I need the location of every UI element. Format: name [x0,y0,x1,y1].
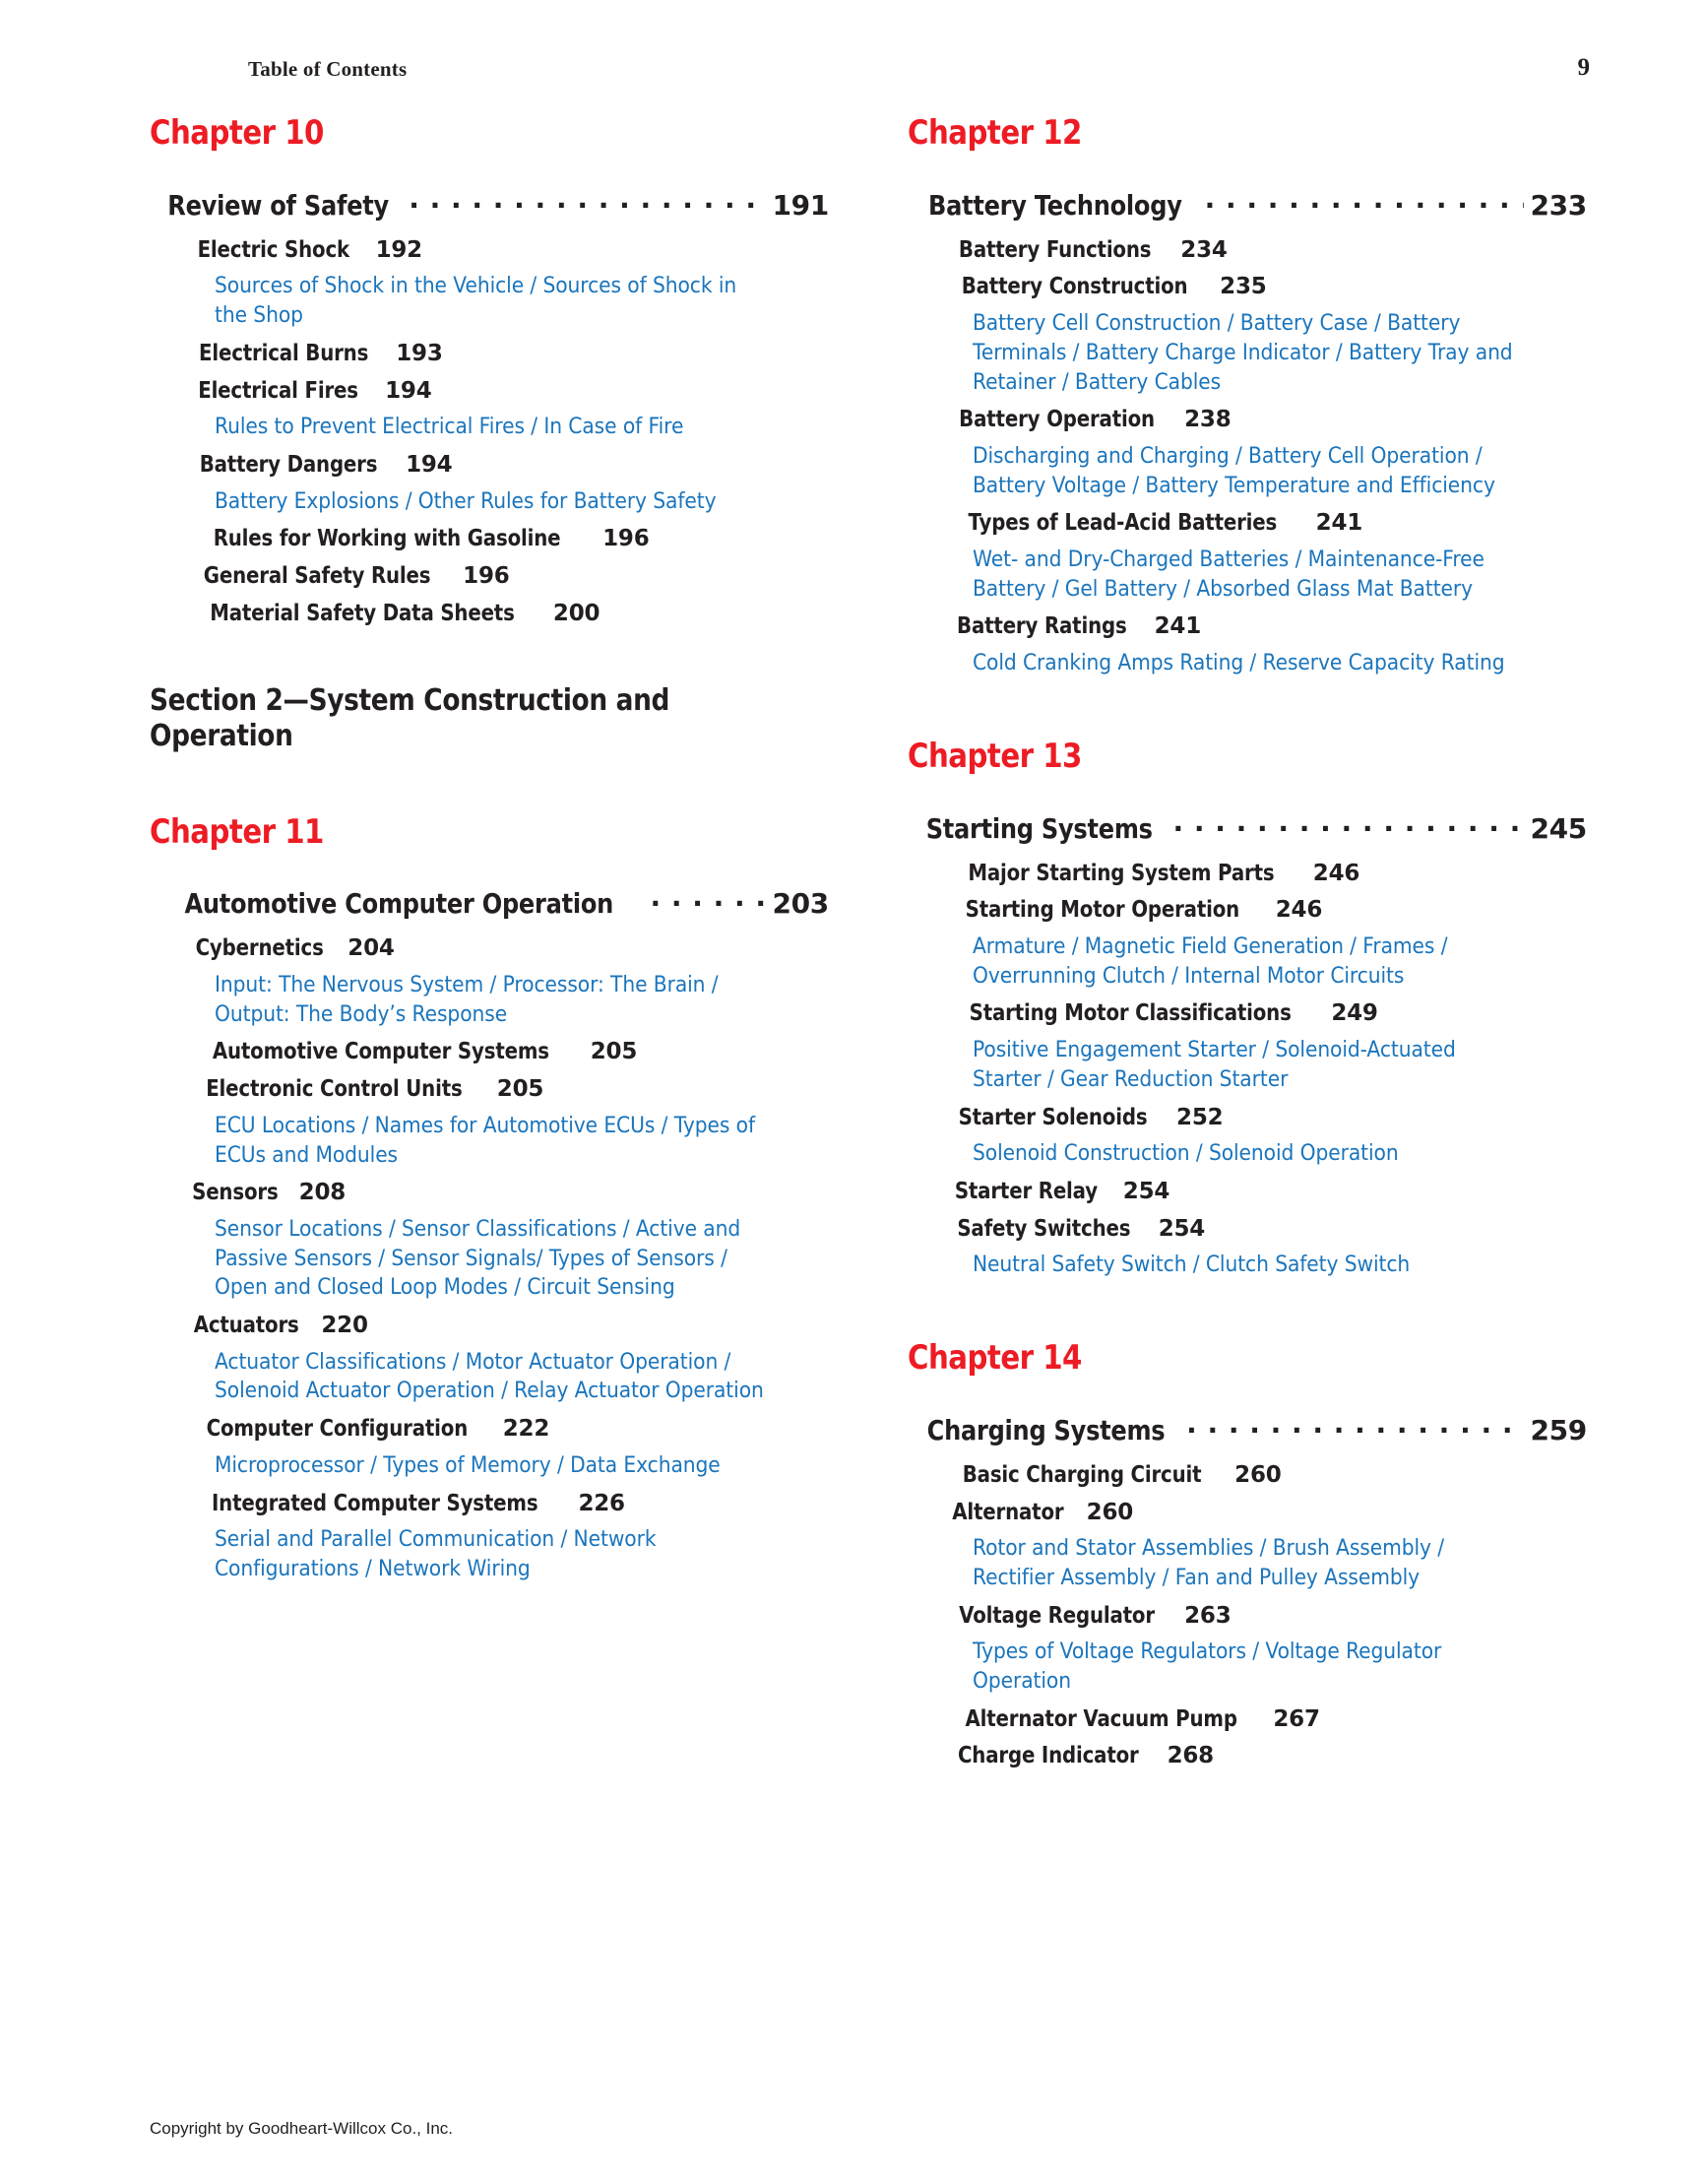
toc-entry-page: 194 [385,377,432,404]
toc-subtopics: Solenoid Construction / Solenoid Operation [973,1140,1399,1167]
toc-entry[interactable] [943,611,1587,643]
chapter-title-row-14[interactable] [908,1412,1587,1446]
chapter-title-12: Battery Technology [927,188,1182,222]
toc-entry-name: Sensors [192,1180,279,1206]
toc-entry[interactable] [185,599,829,630]
toc-entry-name: Alternator [952,1499,1064,1525]
dot-leader [1172,810,1524,838]
chapter-block-13 [908,736,1587,1280]
toc-entry[interactable] [943,1460,1587,1492]
toc-entry-name: Battery Functions [958,236,1152,263]
toc-entry[interactable] [185,339,829,370]
toc-entry-name: Integrated Computer Systems [211,1490,538,1516]
toc-entry-page: 204 [348,935,395,962]
chapter-block-10 [150,113,829,630]
toc-entry[interactable] [943,1704,1587,1736]
toc-entry-name: Electric Shock [197,236,349,263]
chapter-title-10: Review of Safety [167,188,389,222]
toc-entry-page: 260 [1086,1499,1134,1525]
chapter-page-10: 191 [772,188,829,222]
toc-entry-page: 238 [1184,407,1232,433]
toc-subtopics: Armature / Magnetic Field Generation / Frames / Overrunning Clutch / Internal Motor Circuits [973,933,1448,989]
chapter-block-12 [908,113,1587,678]
toc-entry[interactable] [185,1489,829,1520]
toc-subtopics: Actuator Classifications / Motor Actuator Operation / Solenoid Actuator Operation / Relay Actuator Operation [215,1348,764,1404]
chapter-title-11: Automotive Computer Operation [184,887,614,921]
chapter-title-row-11[interactable] [150,885,829,920]
toc-entry[interactable] [185,561,829,593]
toc-entry-page: 226 [578,1490,625,1516]
toc-entry[interactable] [943,895,1587,927]
chapter-page-13: 245 [1530,811,1587,845]
running-head: Table of Contents [248,57,408,81]
chapter-title-13: Starting Systems [925,811,1153,845]
toc-subtopics: Battery Cell Construction / Battery Case / Battery Terminals / Battery Charge Indicator / Battery Tray and Retainer / Battery Cables [973,310,1513,395]
toc-entry-page: 268 [1167,1743,1214,1769]
toc-entry[interactable] [185,933,829,965]
toc-entry[interactable] [943,1177,1587,1208]
chapter-label-14: Chapter 14 [908,1338,1082,1379]
chapter-label-12: Chapter 12 [908,113,1082,153]
toc-subtopics: Neutral Safety Switch / Clutch Safety Switch [973,1252,1411,1278]
toc-entry[interactable] [185,1037,829,1068]
toc-entry[interactable] [943,998,1587,1030]
toc-entry-page: 246 [1312,860,1360,886]
toc-entry-name: General Safety Rules [203,563,431,590]
toc-entry[interactable] [185,1311,829,1342]
toc-entry-name: Major Starting System Parts [968,860,1275,886]
toc-entry[interactable] [943,272,1587,303]
chapter-label-10: Chapter 10 [150,113,324,153]
toc-entry-page: 222 [502,1416,550,1443]
toc-entry[interactable] [943,1741,1587,1772]
toc-entry[interactable] [185,450,829,482]
toc-entry-page: 254 [1158,1215,1206,1242]
toc-entry-name: Battery Dangers [199,451,378,478]
toc-entry-name: Material Safety Data Sheets [210,600,515,626]
toc-entry-page: 220 [321,1313,368,1339]
toc-entry[interactable] [943,1498,1587,1529]
chapter-title-14: Charging Systems [926,1413,1166,1446]
toc-entry-name: Types of Lead-Acid Batteries [968,510,1278,537]
toc-entry-name: Starting Motor Classifications [969,1000,1292,1027]
toc-subtopics: Cold Cranking Amps Rating / Reserve Capacity Rating [973,650,1505,676]
toc-entry[interactable] [185,1414,829,1445]
toc-entry-name: Battery Ratings [957,613,1127,640]
toc-entry-page: 205 [590,1039,638,1065]
toc-subtopics: Sensor Locations / Sensor Classifications / Active and Passive Sensors / Sensor Signals/ Types of Sensors / Open and Closed Loop Modes / Circuit Sensing [215,1215,741,1301]
toc-entry-page: 260 [1234,1461,1282,1488]
toc-entry-name: Starter Solenoids [958,1104,1148,1130]
toc-entry-name: Starting Motor Operation [965,897,1240,924]
toc-subtopics: Sources of Shock in the Vehicle / Sources of Shock in the Shop [215,273,737,329]
toc-entry-name: Battery Construction [961,274,1188,300]
toc-entry-name: Electronic Control Units [206,1076,463,1103]
toc-entry-name: Basic Charging Circuit [962,1461,1202,1488]
toc-entry-page: 246 [1275,897,1323,924]
chapter-page-11: 203 [772,887,829,921]
toc-entry[interactable] [185,376,829,408]
toc-entry-name: Battery Operation [959,407,1155,433]
page-number: 9 [1577,54,1590,81]
toc-right-column [908,113,1587,1778]
chapter-block-11 [150,811,829,1584]
toc-entry-name: Automotive Computer Systems [212,1039,549,1065]
toc-entry-page: 234 [1180,236,1228,263]
dot-leader [1205,187,1525,215]
toc-entry-page: 241 [1315,510,1363,537]
toc-subtopics: ECU Locations / Names for Automotive ECUs / Types of ECUs and Modules [215,1112,756,1168]
chapter-label-13: Chapter 13 [908,736,1082,776]
toc-entry[interactable] [943,1601,1587,1633]
toc-entry[interactable] [185,1178,829,1209]
chapter-page-14: 259 [1530,1413,1587,1446]
toc-subtopics: Rules to Prevent Electrical Fires / In Case of Fire [215,414,684,440]
toc-subtopics: Positive Engagement Starter / Solenoid-Actuated Starter / Gear Reduction Starter [973,1037,1456,1092]
chapter-title-row-10[interactable] [150,187,829,222]
toc-entry-name: Electrical Burns [199,340,369,366]
chapter-title-row-13[interactable] [908,810,1587,845]
toc-entry[interactable] [943,235,1587,267]
toc-entry-page: 249 [1331,1000,1378,1027]
toc-entry-page: 205 [496,1076,544,1103]
dot-leader [1186,1412,1524,1440]
dot-leader [650,885,766,913]
toc-entry[interactable] [943,1214,1587,1246]
toc-entry-page: 200 [552,600,600,626]
toc-entry-name: Starter Relay [954,1178,1098,1204]
toc-entry[interactable] [943,508,1587,540]
toc-entry[interactable] [943,1103,1587,1134]
toc-entry-page: 263 [1184,1602,1232,1629]
toc-entry[interactable] [185,235,829,267]
toc-subtopics: Input: The Nervous System / Processor: The Brain / Output: The Body’s Response [215,972,719,1027]
toc-entry-name: Actuators [193,1313,299,1339]
toc-entry-name: Alternator Vacuum Pump [965,1705,1237,1732]
toc-entry-name: Safety Switches [957,1215,1131,1242]
chapter-block-14 [908,1338,1587,1772]
toc-entry-page: 193 [396,340,443,366]
toc-subtopics: Wet- and Dry-Charged Batteries / Maintenance-Free Battery / Gel Battery / Absorbed Glass Mat Battery [973,546,1485,602]
toc-entry[interactable] [185,1074,829,1106]
toc-entry-page: 196 [602,526,650,552]
toc-entry-page: 235 [1220,274,1267,300]
toc-entry-page: 252 [1176,1104,1224,1130]
toc-subtopics: Discharging and Charging / Battery Cell Operation / Battery Voltage / Battery Temperature and Efficiency [973,442,1495,498]
chapter-label-11: Chapter 11 [150,811,324,852]
toc-subtopics: Rotor and Stator Assemblies / Brush Assembly / Rectifier Assembly / Fan and Pulley Assembly [973,1535,1445,1590]
toc-columns [150,113,1587,1778]
chapter-page-12: 233 [1530,188,1587,222]
toc-entry[interactable] [185,524,829,555]
toc-entry[interactable] [943,405,1587,436]
toc-entry-page: 241 [1154,613,1202,640]
toc-left-column [150,113,829,1778]
toc-entry-page: 254 [1122,1178,1170,1204]
toc-entry-name: Voltage Regulator [959,1602,1155,1629]
dot-leader [409,187,766,215]
toc-entry-name: Rules for Working with Gasoline [213,526,561,552]
chapter-title-row-12[interactable] [908,187,1587,222]
toc-entry-page: 196 [463,563,510,590]
toc-entry-name: Electrical Fires [198,377,358,404]
toc-subtopics: Types of Voltage Regulators / Voltage Regulator Operation [973,1638,1442,1695]
toc-entry[interactable] [943,859,1587,890]
toc-entry-page: 192 [375,236,422,263]
toc-entry-page: 267 [1273,1705,1320,1732]
toc-entry-page: 208 [298,1180,347,1206]
toc-subtopics: Microprocessor / Types of Memory / Data Exchange [215,1451,721,1478]
copyright-notice: Copyright by Goodheart-Willcox Co., Inc. [150,2119,454,2138]
toc-entry-page: 194 [406,451,453,478]
section-heading-2: Section 2—System Construction and Operation [150,682,670,753]
toc-entry-name: Cybernetics [195,935,324,962]
toc-subtopics: Serial and Parallel Communication / Network Configurations / Network Wiring [215,1526,657,1581]
toc-subtopics: Battery Explosions / Other Rules for Battery Safety [215,487,717,514]
toc-entry-name: Computer Configuration [206,1416,469,1443]
toc-entry-name: Charge Indicator [957,1743,1139,1769]
